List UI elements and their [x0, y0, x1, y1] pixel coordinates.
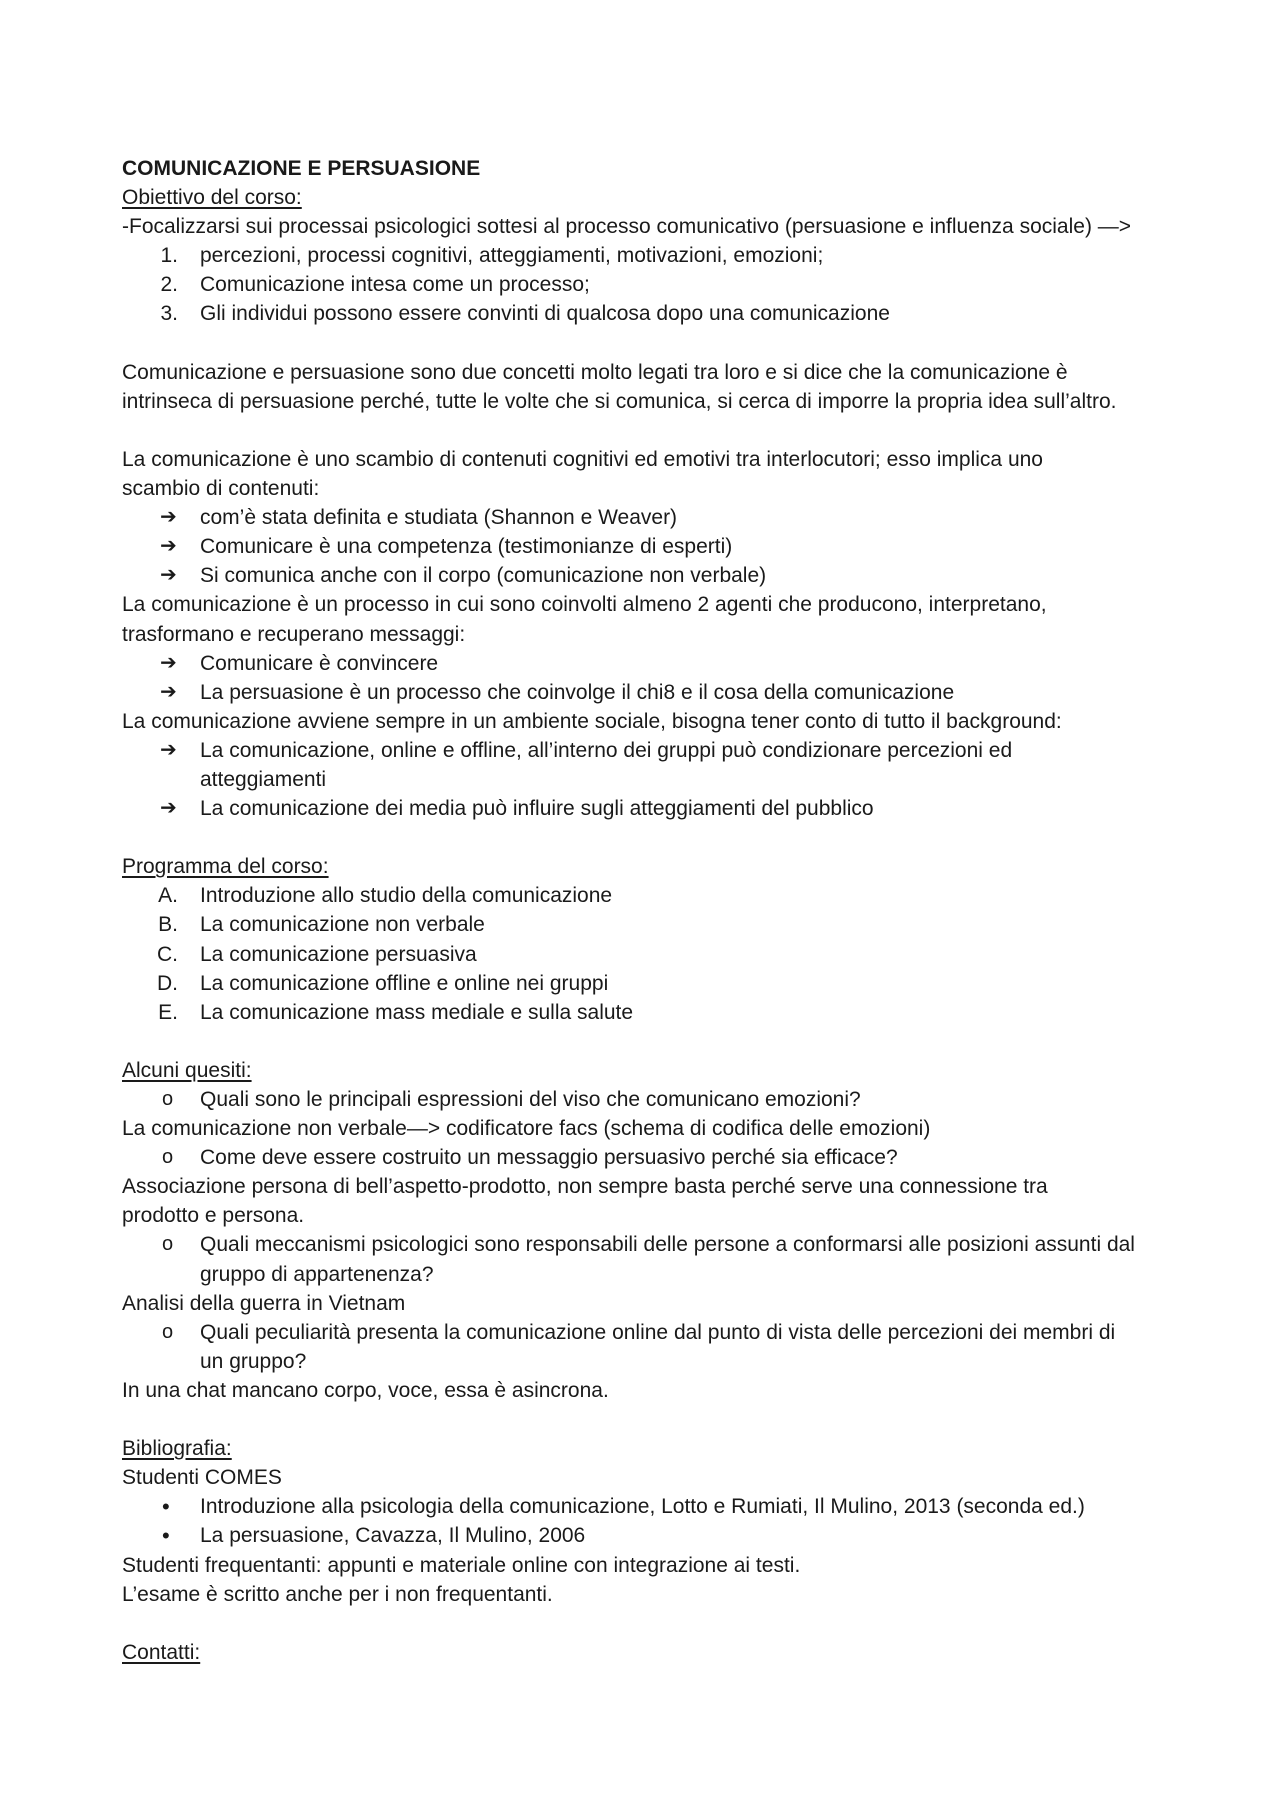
objective-item-2 [122, 270, 1182, 299]
program-item [122, 940, 1182, 969]
arrow-list-item [122, 794, 1182, 823]
paragraph-line: trasformano e recuperano messaggi: [122, 622, 466, 646]
question-item [122, 1085, 1182, 1114]
question-text: Come deve essere costruito un messaggio persuasivo perché sia efficace? [200, 1146, 898, 1170]
arrow-right-icon: ➔ [160, 651, 177, 674]
list-item-text: Introduzione allo studio della comunicazione [200, 884, 613, 908]
program-item [122, 910, 1182, 939]
question-item [122, 1230, 1182, 1259]
list-number: 1. [160, 244, 178, 268]
list-letter: A. [158, 884, 178, 908]
bibliography-item [122, 1492, 1182, 1521]
document-page [122, 154, 1182, 1667]
paragraph-line: La comunicazione avviene sempre in un ambiente sociale, bisogna tener conto di tutto il background: [122, 709, 1062, 733]
objective-intro: -Focalizzarsi sui processai psicologici sottesi al processo comunicativo (persuasione e influenza sociale) —> [122, 215, 1132, 239]
list-letter: D. [157, 971, 178, 995]
question-continuation: un gruppo? [200, 1349, 307, 1373]
circle-bullet-icon: o [162, 1233, 174, 1256]
bibliography-note: Studenti frequentanti: appunti e materiale online con integrazione ai testi. [122, 1553, 801, 1577]
program-heading: Programma del corso: [122, 855, 329, 879]
list-number: 3. [160, 302, 178, 326]
program-item [122, 969, 1182, 998]
arrow-list-item [122, 561, 1182, 590]
list-letter: C. [157, 942, 178, 966]
answer-line: Analisi della guerra in Vietnam [122, 1291, 406, 1315]
question-continuation: gruppo di appartenenza? [200, 1262, 434, 1286]
question-text: Quali peculiarità presenta la comunicazione online dal punto di vista delle percezioni dei membri di [200, 1320, 1116, 1344]
paragraph-line: La comunicazione è uno scambio di contenuti cognitivi ed emotivi tra interlocutori; esso implica uno [122, 447, 1043, 471]
arrow-list-item [122, 532, 1182, 561]
arrow-right-icon: ➔ [160, 506, 177, 529]
list-item-text: La comunicazione dei media può influire sugli atteggiamenti del pubblico [200, 797, 874, 821]
question-item [122, 1318, 1182, 1347]
arrow-list-item [122, 678, 1182, 707]
answer-line: prodotto e persona. [122, 1204, 305, 1228]
contacts-heading: Contatti: [122, 1640, 201, 1664]
paragraph-line: intrinseca di persuasione perché, tutte le volte che si comunica, si cerca di imporre la propria idea sull’altro. [122, 389, 1117, 413]
program-item [122, 881, 1182, 910]
objective-heading: Obiettivo del corso: [122, 186, 302, 210]
document-title: COMUNICAZIONE E PERSUASIONE [122, 157, 481, 180]
list-item-text: percezioni, processi cognitivi, atteggiamenti, motivazioni, emozioni; [200, 244, 824, 268]
questions-heading: Alcuni quesiti: [122, 1058, 252, 1082]
list-letter: E. [158, 1000, 178, 1024]
question-item [122, 1143, 1182, 1172]
list-item-text: La comunicazione non verbale [200, 913, 485, 937]
list-item-text: La comunicazione mass mediale e sulla salute [200, 1000, 634, 1024]
arrow-right-icon: ➔ [160, 797, 177, 820]
circle-bullet-icon: o [162, 1320, 174, 1343]
arrow-right-icon: ➔ [160, 564, 177, 587]
list-item-text: Comunicare è convincere [200, 651, 439, 675]
bibliography-heading: Bibliografia: [122, 1437, 232, 1461]
paragraph-line: scambio di contenuti: [122, 477, 320, 501]
list-letter: B. [158, 913, 178, 937]
answer-line: In una chat mancano corpo, voce, essa è asincrona. [122, 1378, 609, 1402]
list-item-text: Comunicare è una competenza (testimonianze di esperti) [200, 535, 733, 559]
list-item-text: La comunicazione offline e online nei gruppi [200, 971, 609, 995]
circle-bullet-icon: o [162, 1146, 174, 1169]
list-item-text: La comunicazione, online e offline, all’interno dei gruppi può condizionare percezioni ed [200, 738, 1013, 762]
bibliography-note: L’esame è scritto anche per i non frequentanti. [122, 1582, 553, 1606]
list-item-text: Comunicazione intesa come un processo; [200, 273, 590, 297]
list-item-text: Introduzione alla psicologia della comunicazione, Lotto e Rumiati, Il Mulino, 2013 (seconda ed.) [200, 1495, 1085, 1519]
bullet-icon: • [162, 1523, 170, 1549]
list-item-continuation: atteggiamenti [200, 767, 327, 791]
circle-bullet-icon: o [162, 1088, 174, 1110]
answer-line: Associazione persona di bell’aspetto-prodotto, non sempre basta perché serve una connessione tra [122, 1175, 1048, 1199]
arrow-right-icon: ➔ [160, 680, 177, 703]
arrow-right-icon: ➔ [160, 535, 177, 558]
objective-item-3 [122, 299, 1182, 328]
answer-line: La comunicazione non verbale—> codificatore facs (schema di codifica delle emozioni) [122, 1117, 931, 1141]
list-number: 2. [160, 273, 178, 297]
objective-item-1 [122, 241, 1182, 270]
arrow-list-item [122, 503, 1182, 532]
question-text: Quali sono le principali espressioni del viso che comunicano emozioni? [200, 1088, 861, 1111]
question-text: Quali meccanismi psicologici sono responsabili delle persone a conformarsi alle posizioni assunti dal [200, 1233, 1135, 1257]
list-item-text: La comunicazione persuasiva [200, 942, 477, 966]
list-item-text: Si comunica anche con il corpo (comunicazione non verbale) [200, 564, 767, 588]
list-item-text: com’è stata definita e studiata (Shannon e Weaver) [200, 506, 678, 530]
program-item [122, 998, 1182, 1027]
list-item-text: La persuasione, Cavazza, Il Mulino, 2006 [200, 1524, 586, 1548]
bibliography-group: Studenti COMES [122, 1466, 282, 1490]
bullet-icon: • [162, 1494, 170, 1520]
arrow-list-item [122, 649, 1182, 678]
list-item-text: Gli individui possono essere convinti di qualcosa dopo una comunicazione [200, 302, 890, 326]
paragraph-line: Comunicazione e persuasione sono due concetti molto legati tra loro e si dice che la comunicazione è [122, 360, 1068, 384]
paragraph-line: La comunicazione è un processo in cui sono coinvolti almeno 2 agenti che producono, interpretano, [122, 593, 1047, 617]
arrow-list-item [122, 736, 1182, 765]
list-item-text: La persuasione è un processo che coinvolge il chi8 e il cosa della comunicazione [200, 680, 955, 704]
arrow-right-icon: ➔ [160, 738, 177, 761]
bibliography-item [122, 1521, 1182, 1550]
